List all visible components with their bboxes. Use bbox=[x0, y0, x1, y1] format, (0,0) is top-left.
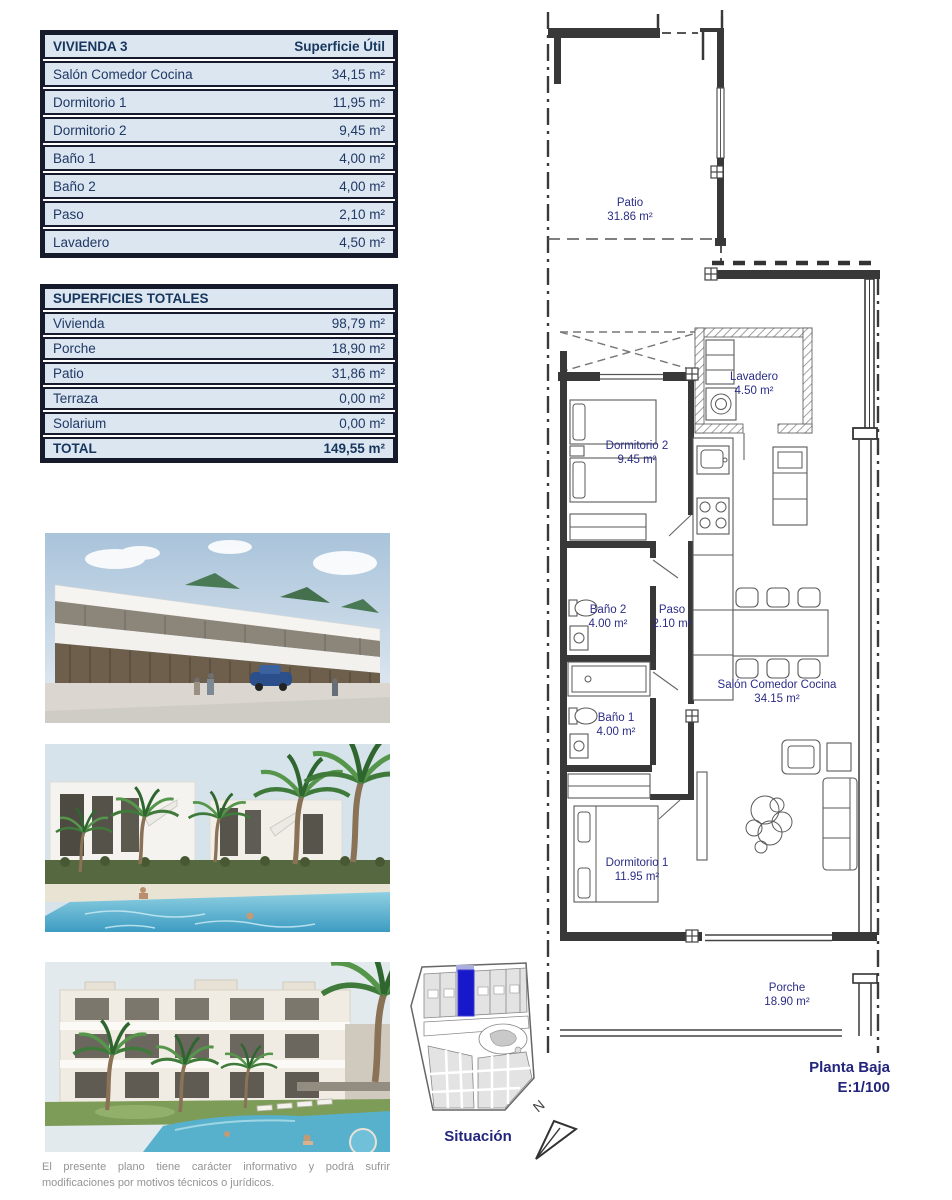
totales-table bbox=[40, 284, 398, 463]
table-row: Terraza 0,00 m² bbox=[43, 387, 395, 410]
room-label-lavadero: Lavadero bbox=[730, 371, 778, 383]
pergola bbox=[297, 1082, 390, 1091]
table-title: VIVIENDA 3 bbox=[53, 38, 128, 54]
plan-title bbox=[760, 1058, 890, 1097]
bed-symbol-dorm2 bbox=[570, 400, 656, 540]
site-buildings-top bbox=[424, 965, 527, 1018]
toilet-symbol-bano1 bbox=[569, 708, 597, 758]
room-label-salon: Salón Comedor Cocina bbox=[717, 679, 837, 691]
table-row: Patio 31,86 m² bbox=[43, 362, 395, 385]
situacion-map bbox=[408, 962, 548, 1120]
table-row: Paso 2,10 m² bbox=[43, 201, 395, 227]
vivienda-table-header bbox=[43, 33, 395, 59]
wardrobe-symbol-dorm1 bbox=[568, 774, 650, 798]
totales-table-header: SUPERFICIES TOTALES bbox=[43, 287, 395, 310]
svg-text:34.15 m²: 34.15 m² bbox=[754, 693, 800, 705]
armchair-symbol bbox=[782, 740, 820, 774]
svg-text:4.50 m²: 4.50 m² bbox=[734, 385, 774, 397]
table-row: Lavadero 4,50 m² bbox=[43, 229, 395, 255]
spa-circle bbox=[350, 1129, 376, 1152]
disclaimer-text: El presente plano tiene carácter informativo y podrá sufrir modificaciones por motivos técnicos o jurídicos. bbox=[42, 1161, 390, 1189]
svg-text:9.45 m²: 9.45 m² bbox=[617, 454, 657, 466]
svg-text:11.95 m²: 11.95 m² bbox=[614, 871, 660, 883]
shower-symbol-bano1 bbox=[568, 662, 650, 696]
floor-plan bbox=[540, 10, 952, 1060]
plan-scale: E:1/100 bbox=[837, 1078, 890, 1096]
side-table-symbol bbox=[827, 743, 851, 771]
site-highlight-unit bbox=[458, 970, 474, 1016]
vivienda-table bbox=[40, 30, 398, 258]
table-row: Vivienda 98,79 m² bbox=[43, 312, 395, 335]
north-letter: N bbox=[529, 1096, 548, 1116]
table-total-row: TOTAL 149,55 m² bbox=[43, 437, 395, 460]
table-header-right: Superficie Útil bbox=[294, 38, 385, 54]
floor-plan-drawing bbox=[540, 10, 952, 1060]
photo-render-street bbox=[45, 533, 390, 723]
room-label-paso: Paso bbox=[658, 604, 686, 616]
photo-render-pool-art bbox=[45, 744, 390, 932]
photo-render-building-art bbox=[45, 962, 390, 1152]
side-wall bbox=[345, 1024, 390, 1104]
svg-text:4.00 m²: 4.00 m² bbox=[596, 726, 636, 738]
kitchen-counter bbox=[693, 438, 733, 700]
room-label-porche: Porche bbox=[768, 982, 806, 994]
room-label-dormitorio2: Dormitorio 2 bbox=[605, 440, 669, 452]
plant-symbol bbox=[746, 796, 792, 853]
svg-text:4.00 m²: 4.00 m² bbox=[588, 618, 628, 630]
hedge bbox=[45, 860, 390, 886]
bed-symbol-dorm1 bbox=[574, 806, 658, 902]
photo-render-pool bbox=[45, 744, 390, 932]
table-row: Dormitorio 1 11,95 m² bbox=[43, 89, 395, 115]
tv-board-symbol bbox=[697, 772, 707, 860]
table-row: Baño 2 4,00 m² bbox=[43, 173, 395, 199]
room-label-patio: Patio bbox=[616, 197, 644, 209]
room-label-dormitorio1: Dormitorio 1 bbox=[605, 857, 669, 869]
table-row: Salón Comedor Cocina 34,15 m² bbox=[43, 61, 395, 87]
dining-table-symbol bbox=[733, 588, 828, 678]
room-label-bano1: Baño 1 bbox=[597, 712, 635, 724]
situacion-label: Situación bbox=[444, 1128, 512, 1145]
svg-text:2.10 m²: 2.10 m² bbox=[652, 618, 692, 630]
table-row: Dormitorio 2 9,45 m² bbox=[43, 117, 395, 143]
table-row: Baño 1 4,00 m² bbox=[43, 145, 395, 171]
table-row: Solarium 0,00 m² bbox=[43, 412, 395, 435]
plan-title-line: Planta Baja bbox=[809, 1059, 890, 1076]
svg-text:31.86 m²: 31.86 m² bbox=[607, 211, 653, 223]
photo-render-street-art bbox=[45, 533, 390, 723]
table-row: Porche 18,90 m² bbox=[43, 337, 395, 360]
photo-render-building bbox=[45, 962, 390, 1152]
room-label-bano2: Baño 2 bbox=[589, 604, 627, 616]
sofa-symbol bbox=[823, 778, 857, 870]
tall-cabinet bbox=[773, 447, 807, 525]
svg-text:18.90 m²: 18.90 m² bbox=[764, 996, 810, 1008]
situacion-map-art bbox=[408, 962, 548, 1120]
